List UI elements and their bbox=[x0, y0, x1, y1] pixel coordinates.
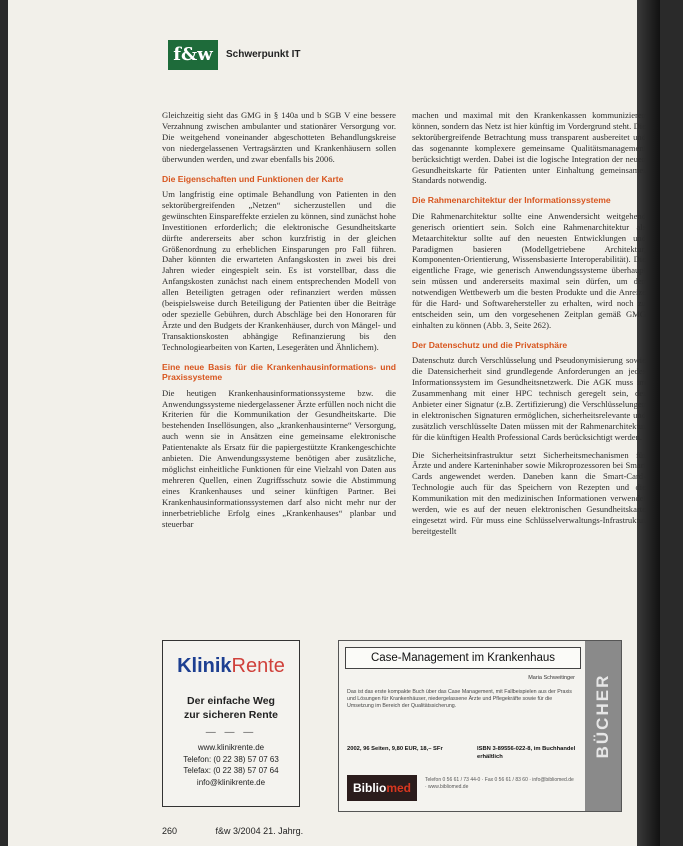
brand-part-klinik: Klinik bbox=[177, 655, 232, 677]
left-column bbox=[162, 110, 396, 536]
paragraph: Die Sicherheitsinfrastruktur setzt Sicherheitsmechanismen für Ärzte und andere Karteninhaber sowie Mikroprozessoren bei Smart Cards angewendet werden. Daneben kann die Smart-Card-Technologie auch für das Speichern von Rezepten und die Kommunikation mit den medizinischen Informationen verwendet werden, wie es auf der neuen elektronischen Gesundheitskarte eingesetzt wird. Für muss eine Schlüsselverwaltungs-Infrastruktur bereitgestellt bbox=[412, 449, 646, 536]
paragraph: Gleichzeitig sieht das GMG in § 140a und b SGB V eine bessere Verzahnung zwischen ambulanter und stationärer Versorgung vor. Die weitgehend voneinander abgeschotteten Behandlungskreise von niedergelassenen Vertragsärzten und Krankenhäusern sollen überwunden werden, und zwar ebenfalls bis 2006. bbox=[162, 110, 396, 164]
paragraph: Die heutigen Krankenhausinformationssysteme bzw. die Anwendungssysteme niedergelassener Ärzte erfüllen noch nicht die Kriterien für die Kommunikation der Gesundheitskarte. Die bestehenden Insellösungen, also „krankenhausinterne“ Versorgung, auch wenn sie in Ansätzen eine gemeinsame elektronische Patientenakte als Ersatz für die papiergestützte Krankengeschichte anbieten. Die Anwendungssysteme benötigen aber zusätzliche, möglichst einheitliche Funktionen für eine Vielzahl von Daten aus mehreren Quellen, einen Zugriffsschutz sowie die Abstimmung eines Krankenhauses und seiner künftigen Partner. Bei Krankenhausinformationssystemen darf also nicht mehr nur der innerbetriebliche Erfolg eines „Krankenhauses“ planbar und steuerbar bbox=[162, 387, 396, 529]
ad-phone: Telefon: (0 22 38) 57 07 63 bbox=[183, 754, 279, 764]
subheading: Die Eigenschaften und Funktionen der Karte bbox=[162, 173, 344, 184]
page-number: 260 bbox=[162, 826, 178, 836]
page-header bbox=[168, 40, 660, 70]
subheading: Eine neue Basis für die Krankenhausinformations- und Praxissysteme bbox=[162, 361, 396, 383]
tagline-line-2: zur sicheren Rente bbox=[184, 709, 278, 721]
page-footer bbox=[162, 826, 303, 836]
issue-info: f&w 3/2004 21. Jahrg. bbox=[215, 826, 304, 836]
subheading: Die Rahmenarchitektur der Informationssysteme bbox=[412, 195, 611, 206]
paragraph: Um langfristig eine optimale Behandlung von Patienten in den sektorübergreifenden „Netzen“ sicherzustellen und die gewünschten Einspareffekte erzielen zu können, sind zunächst hohe Investitionen erforderlich; die elektronische Gesundheitskarte dürfte andererseits aber schon kurzfristig in der gleichen Größenordnung zu erheblichen Einsparungen pro Fall führen. Daher könnten die erwarteten Anfangskosten in zwei bis drei Jahren wieder eingespielt sein. Es ist vorstellbar, dass die Anfangskosten zunächst nach einem entsprechenden Modell von allen Beteiligten getragen oder refinanziert werden müssen (beispielsweise durch Beteiligung der Patienten über die Beiträge oder spezielle Gebühren, durch Abschläge bei den Honoraren für Ärzte und den Budgets der Krankenhäuser, durch von Mängel- und Transaktionskosten abhängige Refinanzierung bis den Technologiearbeiten von Karten, Lesegeräten und Ähnlichem). bbox=[162, 189, 396, 352]
ad-divider: — — — bbox=[205, 727, 257, 738]
book-description: Das ist das erste kompakte Buch über das Case Management, mit Fallbeispielen aus der Praxis und Lösungen für Krankenhäuser, niedergelassene Ärzte und Pflegekräfte sowie für die Umsetzung im Bereich der Qualitätssicherung. bbox=[347, 689, 572, 709]
book-price: 2002, 96 Seiten, 9,80 EUR, 18,– SFr bbox=[347, 746, 443, 752]
book-title: Case-Management im Krankenhaus bbox=[345, 647, 581, 669]
books-vertical-label: BÜCHER bbox=[593, 673, 612, 759]
bib-part-b: med bbox=[386, 781, 411, 795]
fw-logo: f&w bbox=[168, 40, 218, 70]
bibliomed-logo bbox=[347, 775, 417, 801]
bibliomed-book-ad[interactable] bbox=[338, 640, 622, 812]
ad-contact bbox=[163, 742, 299, 788]
klinikrente-ad[interactable] bbox=[162, 640, 300, 807]
paragraph: Datenschutz durch Verschlüsselung und Pseudonymisierung sowie die Datensicherheit sind grundlegende Anforderungen an jedes Informationssystem im Gesundheitsnetzwerk. Die AGK muss im Zusammenhang mit einer HPC technisch geregelt sein, der Anbieter einer Signatur (z.B. Zertifizierung) die Verschlüsselungen in elektronischen Signaturen ermöglichen, sicherheitsrelevante und zusätzlich verschlüsselte Daten müssen mit der Rahmenarchitektur für die künftigen Health Professional Cards berücksichtigt werden. bbox=[412, 355, 646, 442]
ad-tagline bbox=[163, 694, 299, 722]
bib-part-a: Biblio bbox=[352, 781, 387, 795]
book-isbn: ISBN 3-89556-022-8, im Buchhandel erhältlich bbox=[477, 746, 576, 760]
section-title: Schwerpunkt IT bbox=[226, 49, 301, 60]
ad-fax: Telefax: (0 22 38) 57 07 64 bbox=[183, 766, 279, 775]
subheading: Der Datenschutz und die Privatsphäre bbox=[412, 339, 568, 350]
book-author: Maria Schweitinger bbox=[528, 675, 575, 681]
paragraph: machen und maximal mit den Krankenkassen kommunizieren können, sondern das Netz ist hier künftig im Vordergrund steht. Die sektorübergreifende Betrachtung muss transparent ausbereitet und das sogenannte komplexere gemeinsame Qualitätsmanagement berücksichtigt werden. Dabei ist die logische Integration der neuen Gesundheitskarte für Patienten unter Einhaltung gemeinsamer Standards notwendig. bbox=[412, 110, 646, 186]
publisher-contact: Telefon 0 56 61 / 73 44-0 · Fax 0 56 61 / 83 60 · info@bibliomed.de · www.bibliomed.de bbox=[425, 777, 574, 790]
ad-website-link[interactable]: www.klinikrente.de bbox=[197, 743, 265, 752]
ad-email-link[interactable]: info@klinikrente.de bbox=[196, 777, 266, 787]
tagline-line-1: Der einfache Weg bbox=[187, 695, 275, 707]
klinikrente-logo bbox=[163, 655, 299, 678]
paragraph: Die Rahmenarchitektur sollte eine Anwendersicht weitgehend generisch orientiert sein. Solch eine Rahmenarchitektur als Metaarchitektur sollte auf den neuesten Entwicklungen und Paradigmen basieren (Modellgetriebene Architektur, Komponenten-Orientierung, Wissensbasierte Interoperabilität). Die eigentliche Frage, wie generisch Anwendungssysteme überhaupt sein müssen und andererseits maximal sein dürfen, um den notwendigen Wettbewerb um die besten Produkte und die Anreize für die Hard- und Softwarehersteller zu erhalten, wird noch zu entscheiden sein, um den vorgesehenen Zeitplan gemäß GMG einhalten zu können (Abb. 3, Seite 262). bbox=[412, 210, 646, 330]
right-column bbox=[412, 110, 646, 544]
brand-part-rente: Rente bbox=[231, 655, 285, 677]
